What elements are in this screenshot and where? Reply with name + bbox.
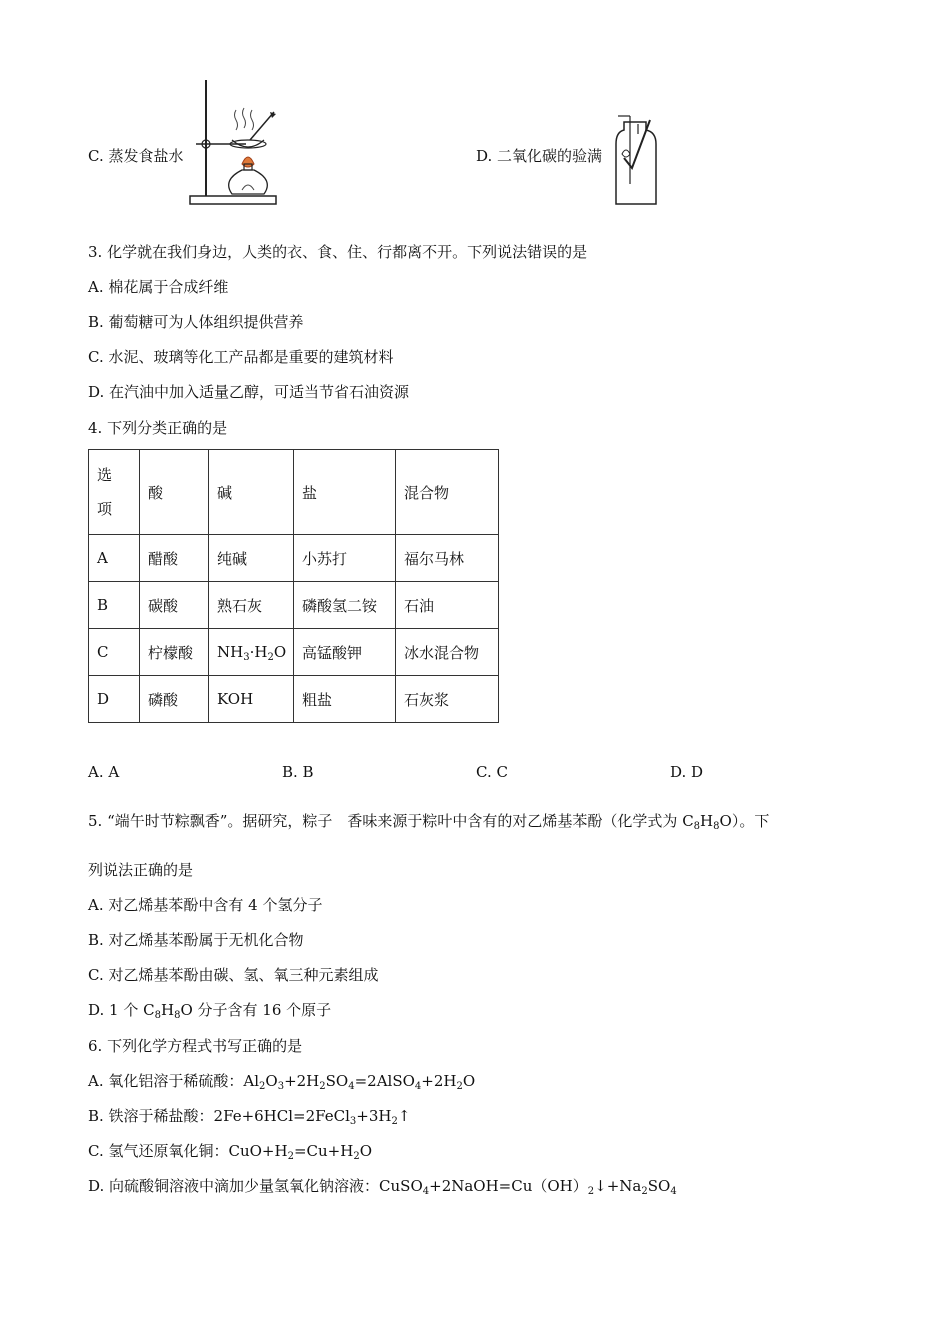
q6-option-a <box>88 1071 475 1091</box>
formula-subscript: 2 <box>259 1081 266 1092</box>
q4-choice-d: D. D <box>670 763 704 781</box>
formula-part: C. 氢气还原氧化铜：CuO+H <box>88 1142 288 1160</box>
q5-stem <box>88 811 769 831</box>
row-acid: 磷酸 <box>140 676 209 723</box>
formula-subscript: 2 <box>353 1151 360 1162</box>
row-base: 纯碱 <box>209 535 294 582</box>
formula-subscript: 8 <box>154 1010 161 1021</box>
row-salt: 磷酸氢二铵 <box>294 582 396 629</box>
formula-part: A. 氧化铝溶于稀硫酸：Al <box>88 1072 259 1090</box>
header-base: 碱 <box>209 450 294 535</box>
row-base <box>209 629 294 676</box>
q4-choice-b: B. B <box>282 763 314 781</box>
row-base: 熟石灰 <box>209 582 294 629</box>
text-part: O）。下 <box>719 812 770 830</box>
formula-subscript: 2 <box>319 1081 326 1092</box>
q3-stem: 3. 化学就在我们身边，人类的衣、食、住、行都离不开。下列说法错误的是 <box>88 243 588 261</box>
formula-part: +2NaOH=Cu（OH） <box>429 1177 588 1195</box>
row-salt: 小苏打 <box>294 535 396 582</box>
row-option: C <box>89 629 140 676</box>
evaporation-apparatus-figure <box>186 78 278 208</box>
formula-subscript: 4 <box>422 1186 430 1197</box>
formula-part: ↑ <box>397 1107 411 1125</box>
row-option: B <box>89 582 140 629</box>
header-salt: 盐 <box>294 450 396 535</box>
q2-option-d: D. 二氧化碳的验满 <box>476 147 603 165</box>
header-option-char1: 选 <box>97 466 113 484</box>
formula-subscript: 4 <box>414 1081 422 1092</box>
gas-bottle-figure <box>610 114 662 208</box>
row-mixture: 石油 <box>396 582 499 629</box>
text-part: O 分子含有 16 个原子 <box>180 1001 332 1019</box>
q5-option-a: A. 对乙烯基苯酚中含有 4 个氢分子 <box>88 896 323 914</box>
q2-option-c: C. 蒸发食盐水 <box>88 147 184 165</box>
header-option-char2: 项 <box>97 500 113 518</box>
formula-part: O <box>265 1072 278 1090</box>
formula-subscript: 8 <box>693 821 701 832</box>
q6-stem: 6. 下列化学方程式书写正确的是 <box>88 1037 303 1055</box>
formula-part: O <box>273 643 287 661</box>
row-mixture: 福尔马林 <box>396 535 499 582</box>
row-acid: 柠檬酸 <box>140 629 209 676</box>
formula-subscript: 4 <box>670 1186 677 1197</box>
q5-option-c: C. 对乙烯基苯酚由碳、氢、氧三种元素组成 <box>88 966 379 984</box>
formula-part: =2AlSO <box>354 1072 415 1090</box>
row-base: KOH <box>209 676 294 723</box>
formula-part: +3H <box>356 1107 392 1125</box>
table-row <box>89 676 499 723</box>
formula-part: NH <box>217 643 244 661</box>
text-part: D. 1 个 C <box>88 1001 155 1019</box>
formula-subscript: 2 <box>391 1116 398 1127</box>
formula-subscript: 3 <box>243 652 250 663</box>
q3-option-a: A. 棉花属于合成纤维 <box>88 278 229 296</box>
header-mixture: 混合物 <box>396 450 499 535</box>
q4-choice-a: A. A <box>88 763 120 781</box>
row-acid: 醋酸 <box>140 535 209 582</box>
row-acid: 碳酸 <box>140 582 209 629</box>
row-mixture: 石灰浆 <box>396 676 499 723</box>
formula-subscript: 2 <box>287 1151 294 1162</box>
table-row <box>89 629 499 676</box>
q3-option-d: D. 在汽油中加入适量乙醇，可适当节省石油资源 <box>88 383 410 401</box>
q3-option-c: C. 水泥、玻璃等化工产品都是重要的建筑材料 <box>88 348 394 366</box>
q5-option-d <box>88 1000 331 1020</box>
q6-option-b <box>88 1106 410 1126</box>
q6-option-d <box>88 1176 677 1196</box>
formula-part: +2H <box>284 1072 320 1090</box>
q3-option-b: B. 葡萄糖可为人体组织提供营养 <box>88 313 304 331</box>
formula-subscript: 4 <box>348 1081 355 1092</box>
q4-choice-c: C. C <box>476 763 508 781</box>
table-header-row <box>89 450 499 535</box>
table-row <box>89 535 499 582</box>
header-option <box>89 450 140 535</box>
text-part: 5. “端午时节粽飘香”。据研究，粽子 香味来源于粽叶中含有的对乙烯基苯酚（化学式为 C <box>88 812 694 830</box>
formula-subscript: 2 <box>456 1081 463 1092</box>
formula-part: ·H <box>249 643 268 661</box>
q6-option-c <box>88 1141 372 1161</box>
text-part: H <box>700 812 714 830</box>
row-option: A <box>89 535 140 582</box>
row-option: D <box>89 676 140 723</box>
formula-part: SO <box>647 1177 671 1195</box>
formula-subscript: 8 <box>713 821 720 832</box>
formula-subscript: 2 <box>267 652 274 663</box>
row-mixture: 冰水混合物 <box>396 629 499 676</box>
text-part: H <box>160 1001 175 1019</box>
formula-subscript: 3 <box>349 1116 357 1127</box>
formula-subscript: 3 <box>277 1081 285 1092</box>
formula-part: +2H <box>421 1072 457 1090</box>
q5-stem-line2: 列说法正确的是 <box>88 861 194 879</box>
q5-option-b: B. 对乙烯基苯酚属于无机化合物 <box>88 931 304 949</box>
row-salt: 粗盐 <box>294 676 396 723</box>
classification-table <box>88 449 499 723</box>
formula-part: =Cu+H <box>293 1142 354 1160</box>
formula-part: D. 向硫酸铜溶液中滴加少量氢氧化钠溶液：CuSO <box>88 1177 423 1195</box>
formula-part: ↓+Na <box>594 1177 642 1195</box>
table-row <box>89 582 499 629</box>
formula-subscript: 8 <box>174 1010 181 1021</box>
q4-stem: 4. 下列分类正确的是 <box>88 419 228 437</box>
formula-subscript: 2 <box>641 1186 648 1197</box>
formula-part: O <box>359 1142 372 1160</box>
formula-part: SO <box>325 1072 349 1090</box>
row-salt: 高锰酸钾 <box>294 629 396 676</box>
formula-part: O <box>462 1072 476 1090</box>
formula-part: B. 铁溶于稀盐酸：2Fe+6HCl=2FeCl <box>88 1107 350 1125</box>
formula-subscript: 2 <box>587 1186 595 1197</box>
header-acid: 酸 <box>140 450 209 535</box>
